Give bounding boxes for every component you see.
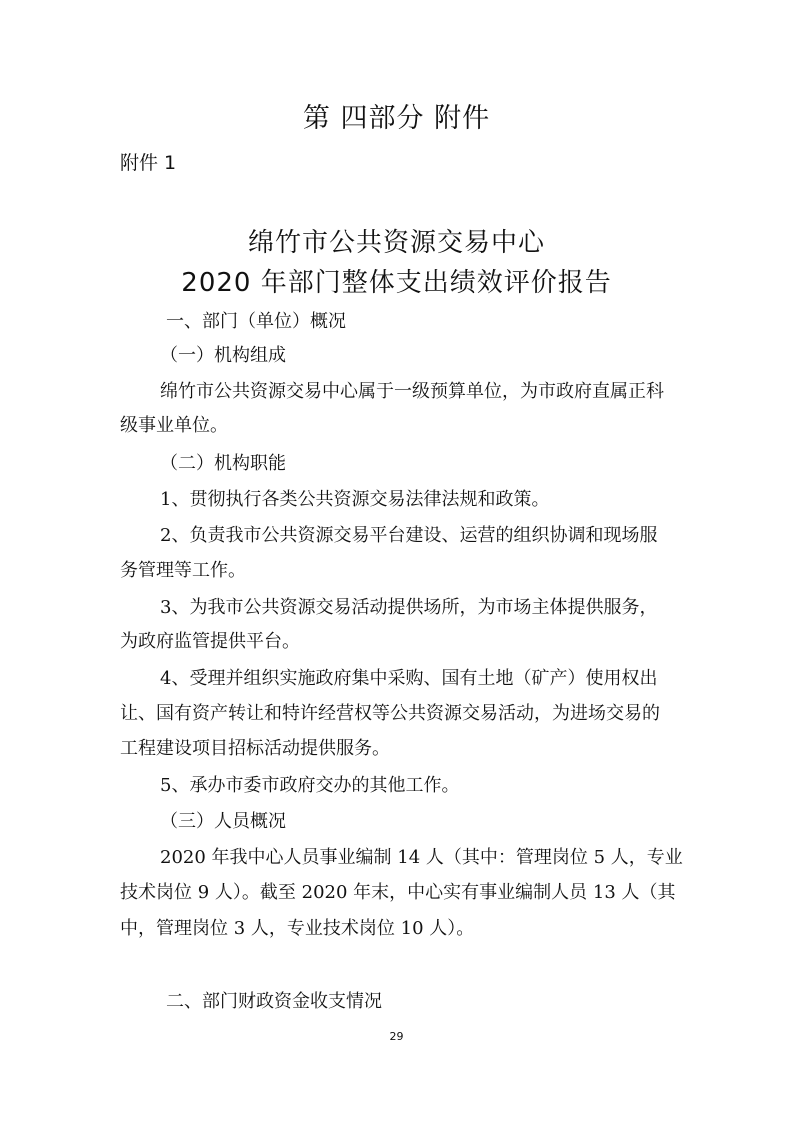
list-item: 4、受理并组织实施政府集中采购、国有土地（矿产）使用权出 [160,668,658,689]
report-title-line2: 2020 年部门整体支出绩效评价报告 [181,268,612,298]
list-item: 1、贯彻执行各类公共资源交易法律法规和政策。 [160,489,550,510]
report-title-line1: 绵竹市公共资源交易中心 [247,228,545,258]
list-item-continuation: 让、国有资产转让和特许经营权等公共资源交易活动，为进场交易的 [120,703,660,724]
paragraph-line: 中，管理岗位 3 人，专业技术岗位 10 人）。 [120,918,475,939]
page-number: 29 [389,1030,404,1043]
subheading-staff: （三）人员概况 [160,811,286,832]
list-item-continuation: 工程建设项目招标活动提供服务。 [120,738,390,759]
attachment-label: 附件 1 [120,152,177,174]
paragraph-line: 级事业单位。 [120,415,228,436]
subheading-functions: （二）机构职能 [160,453,286,474]
section-heading-1: 一、部门（单位）概况 [166,311,346,332]
paragraph-line: 技术岗位 9 人）。截至 2020 年末，中心实有事业编制人员 13 人（其 [120,882,676,903]
list-item: 5、承办市委市政府交办的其他工作。 [160,775,460,796]
list-item-continuation: 务管理等工作。 [120,560,246,581]
section-heading-2: 二、部门财政资金收支情况 [166,991,382,1012]
list-item-continuation: 为政府监管提供平台。 [120,631,300,652]
paragraph-line: 绵竹市公共资源交易中心属于一级预算单位，为市政府直属正科 [160,381,664,402]
paragraph-line: 2020 年我中心人员事业编制 14 人（其中：管理岗位 5 人，专业 [160,847,683,868]
part-title: 第 四部分 附件 [302,103,491,134]
list-item: 3、为我市公共资源交易活动提供场所，为市场主体提供服务， [160,597,658,618]
list-item: 2、负责我市公共资源交易平台建设、运营的组织协调和现场服 [160,525,658,546]
subheading-organization: （一）机构组成 [160,345,286,366]
